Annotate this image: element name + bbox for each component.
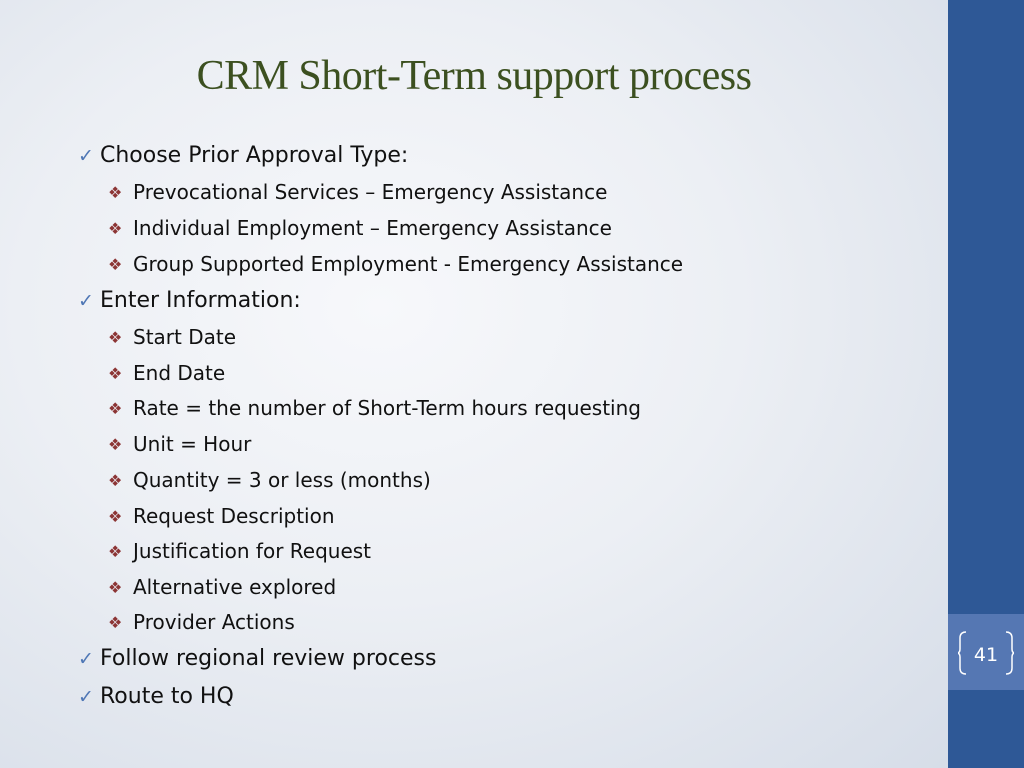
bullet-text: End Date — [133, 361, 226, 385]
bullet-text: Route to HQ — [100, 684, 234, 709]
bullet-text: Justification for Request — [133, 539, 372, 563]
bullet-individual-employment — [108, 216, 612, 241]
bullet-text: Request Description — [133, 504, 335, 528]
diamond-quad-icon: ❖ — [108, 255, 123, 274]
bullet-text: Provider Actions — [133, 610, 295, 634]
bullet-alternative-explored — [108, 575, 336, 600]
bullet-end-date — [108, 361, 225, 386]
check-icon: ✓ — [78, 290, 94, 312]
diamond-quad-icon: ❖ — [108, 613, 123, 632]
diamond-quad-icon: ❖ — [108, 542, 123, 561]
bullet-text: Start Date — [133, 325, 237, 349]
diamond-quad-icon: ❖ — [108, 471, 123, 490]
check-icon: ✓ — [78, 648, 94, 670]
bullet-unit — [108, 432, 251, 457]
diamond-quad-icon: ❖ — [108, 183, 123, 202]
bullet-quantity — [108, 468, 431, 493]
diamond-quad-icon: ❖ — [108, 364, 123, 383]
diamond-quad-icon: ❖ — [108, 435, 123, 454]
bullet-justification — [108, 539, 371, 564]
diamond-quad-icon: ❖ — [108, 578, 123, 597]
diamond-quad-icon: ❖ — [108, 328, 123, 347]
bullet-text: Unit = Hour — [133, 432, 252, 456]
bullet-text: Enter Information: — [100, 288, 301, 313]
bullet-text: Rate = the number of Short-Term hours requesting — [133, 396, 641, 420]
bullet-group-supported-employment — [108, 252, 683, 277]
diamond-quad-icon: ❖ — [108, 219, 123, 238]
bullet-text: Group Supported Employment - Emergency Assistance — [133, 252, 684, 276]
bullet-text: Follow regional review process — [100, 646, 437, 671]
bullet-text: Choose Prior Approval Type: — [100, 143, 409, 168]
bullet-text: Quantity = 3 or less (months) — [133, 468, 431, 492]
bullet-provider-actions — [108, 610, 295, 635]
diamond-quad-icon: ❖ — [108, 507, 123, 526]
check-icon: ✓ — [78, 145, 94, 167]
bullet-choose-approval-type — [78, 143, 408, 169]
bullet-text: Individual Employment – Emergency Assistance — [133, 216, 612, 240]
bullet-text: Alternative explored — [133, 575, 337, 599]
page-number: 41 — [973, 644, 999, 666]
bullet-enter-information — [78, 288, 301, 314]
slide-title: CRM Short-Term support process — [196, 53, 752, 99]
diamond-quad-icon: ❖ — [108, 399, 123, 418]
bullet-rate — [108, 396, 641, 421]
bullet-text: Prevocational Services – Emergency Assistance — [133, 180, 608, 204]
bullet-follow-regional-review — [78, 646, 436, 672]
bullet-request-description — [108, 504, 335, 529]
bullet-prevocational-services — [108, 180, 607, 205]
bullet-start-date — [108, 325, 236, 350]
check-icon: ✓ — [78, 686, 94, 708]
bullet-route-to-hq — [78, 684, 234, 710]
